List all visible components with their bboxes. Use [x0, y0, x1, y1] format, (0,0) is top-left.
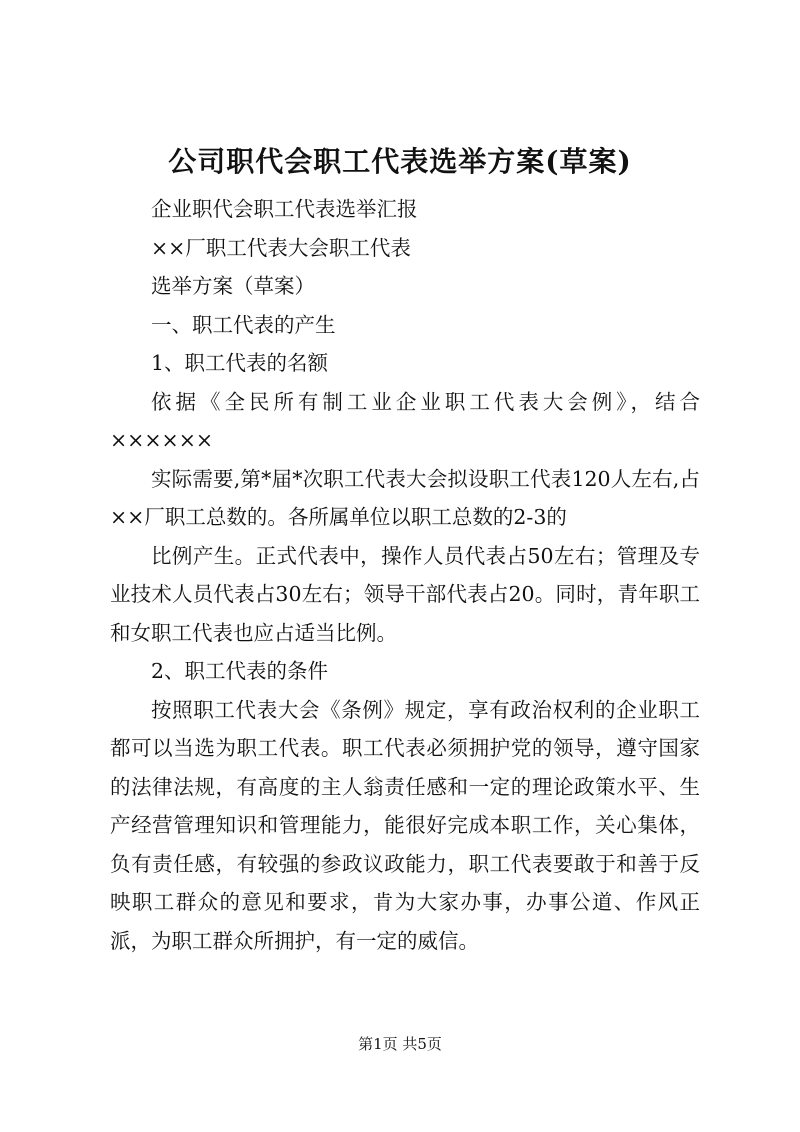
paragraph-actual-needs: 实际需要,第*届*次职工代表大会拟设职工代表120人左右,占××厂职工总数的。各所属单位以职工总数的2-3的 [110, 466, 700, 529]
paragraph-proportion: 比例产生。正式代表中，操作人员代表占50左右；管理及专业技术人员代表占30左右；领导干部代表占20。同时，青年职工和女职工代表也应占适当比例。 [110, 543, 700, 645]
subsection-heading-conditions: 2、职工代表的条件 [151, 659, 329, 683]
document-body [110, 190, 700, 960]
paragraph-conditions: 按照职工代表大会《条例》规定，享有政治权利的企业职工都可以当选为职工代表。职工代表必须拥护党的领导，遵守国家的法律法规，有高度的主人翁责任感和一定的理论政策水平、生产经营管理知识和管理能力，能很好完成本职工作，关心集体，负有责任感，有较强的参政议政能力，职工代表要敢于和善于反映职工群众的意见和要求，肯为大家办事，办事公道、作风正派，为职工群众所拥护，有一定的威信。 [110, 697, 700, 953]
paragraph-basis: 依据《全民所有制工业企业职工代表大会例》，结合×××××× [110, 389, 700, 452]
paragraph-plan-draft: 选举方案（草案） [151, 274, 315, 298]
paragraph-report-heading: 企业职代会职工代表选举汇报 [151, 197, 418, 221]
subsection-heading-quota: 1、职工代表的名额 [151, 351, 329, 375]
page-footer: 第1页 共5页 [358, 1035, 442, 1053]
paragraph-plant-representatives: ××厂职工代表大会职工代表 [151, 235, 411, 260]
section-heading-generation: 一、职工代表的产生 [151, 312, 336, 337]
document-title: 公司职代会职工代表选举方案(草案) [168, 145, 632, 178]
